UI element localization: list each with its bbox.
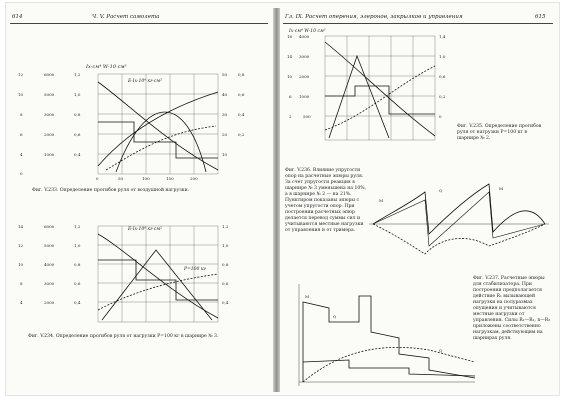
svg-text:100: 100 [142, 176, 150, 181]
svg-text:0,6: 0,6 [74, 132, 81, 137]
svg-text:0,8: 0,8 [222, 262, 229, 267]
fig235-caption: Фиг. V.235. Определение прогибов руля от нагрузки P=100 кг в шарнире № 2. [457, 124, 542, 141]
svg-text:0: 0 [20, 171, 23, 176]
svg-text:0,6: 0,6 [222, 281, 229, 286]
svg-text:0,6: 0,6 [439, 74, 446, 79]
figure-236-diagram [369, 174, 549, 284]
svg-text:3000: 3000 [44, 281, 55, 286]
svg-text:1,2: 1,2 [222, 224, 229, 229]
svg-text:6: 6 [289, 94, 292, 99]
svg-text:500: 500 [303, 114, 311, 119]
svg-text:0,6: 0,6 [238, 92, 245, 97]
book-gutter [273, 8, 280, 392]
svg-text:0,4: 0,4 [238, 112, 245, 117]
fig233-curves [98, 82, 218, 172]
svg-text:12: 12 [18, 72, 24, 77]
fig234-left-ticks [18, 224, 81, 305]
svg-text:3000: 3000 [44, 112, 55, 117]
svg-text:1,2: 1,2 [74, 224, 81, 229]
svg-text:4: 4 [20, 152, 23, 157]
fig234-p-label: P=100 кг [184, 267, 206, 272]
svg-text:200: 200 [190, 176, 198, 181]
svg-text:1,0: 1,0 [222, 243, 229, 248]
svg-text:150: 150 [166, 176, 174, 181]
svg-text:1,0: 1,0 [74, 243, 81, 248]
svg-text:2000: 2000 [299, 74, 310, 79]
svg-text:2000: 2000 [44, 132, 55, 137]
svg-text:10: 10 [18, 262, 24, 267]
svg-text:0,8: 0,8 [238, 72, 245, 77]
svg-text:0,6: 0,6 [74, 281, 81, 286]
svg-text:M: M [305, 294, 310, 299]
svg-text:6000: 6000 [44, 72, 55, 77]
svg-text:Q: Q [439, 348, 443, 353]
svg-text:1,0: 1,0 [74, 92, 81, 97]
svg-text:6: 6 [20, 132, 23, 137]
svg-text:1,0: 1,0 [439, 54, 446, 59]
svg-text:6000: 6000 [44, 224, 55, 229]
right-page [283, 6, 555, 390]
figure-234-graph [16, 220, 252, 332]
svg-text:0,4: 0,4 [222, 300, 229, 305]
fig234-caption: Фиг. V.234. Определение прогибов руля от нагрузки P=100 кг в шарнире № 3. [28, 334, 219, 339]
right-running-head: Гл. IX. Расчет оперения, элеронов, закрылков и управления [285, 14, 463, 20]
svg-text:4000: 4000 [299, 34, 310, 39]
fig237-caption: Фиг. V.237. Расчетные эпюры для стабилизатора. При построении предполагается действие R₁ вызывающей нагрузки на полуразмах опущения и учитываются местные нагрузки от управления. Силы R₁—R₂, n—R₃ приложены соответственно нагрузкам, действующим на шарнирах руля. [473, 276, 551, 341]
svg-text:0: 0 [439, 114, 442, 119]
svg-text:Q: Q [439, 188, 443, 193]
svg-text:50: 50 [222, 72, 228, 77]
fig237-labels [305, 294, 443, 353]
svg-text:40: 40 [222, 92, 228, 97]
svg-text:8: 8 [20, 112, 23, 117]
left-page [10, 6, 268, 390]
svg-text:1000: 1000 [299, 94, 310, 99]
fig233-scale-label: E·Iх·10⁶ кг·см² [128, 79, 162, 84]
svg-text:0,8: 0,8 [74, 262, 81, 267]
figure-233-graph [16, 62, 252, 182]
svg-text:10: 10 [18, 92, 24, 97]
fig235-y-axis-label: Iх·см⁴ W·10 см³ [289, 29, 326, 34]
svg-text:0,4: 0,4 [74, 152, 81, 157]
left-running-head: Ч. V. Расчет самолета [92, 14, 160, 20]
fig234-scale-label: E·Iх·10⁶ кг·см² [128, 227, 162, 232]
fig233-grid [98, 74, 218, 174]
svg-text:0,4: 0,4 [74, 300, 81, 305]
svg-text:10: 10 [287, 74, 293, 79]
fig233-left-ticks [18, 72, 81, 176]
fig233-caption: Фиг. V.233. Определение прогибов руля от воздушной нагрузки. [32, 188, 190, 193]
svg-text:4000: 4000 [44, 262, 55, 267]
fig235-grid [325, 36, 435, 140]
fig236-caption: Фиг. V.236. Влияние упругости опор на расчетные эпюры руля. За счет упругости реакция в шарнире № 3 уменьшена на 10%, а в шарнире № 2 — на 21%. Пунктиром показаны эпюры с учетом упругости опор. При построении расчетных эпюр делается перевод суммы сил и учитываются местные нагрузки от управления и от тримера. [285, 168, 367, 233]
fig233-x-ticks [96, 176, 198, 181]
svg-text:Q: Q [333, 314, 337, 319]
svg-text:1,2: 1,2 [74, 72, 81, 77]
svg-text:1,4: 1,4 [439, 34, 446, 39]
svg-text:0: 0 [96, 176, 99, 181]
svg-text:3000: 3000 [299, 54, 310, 59]
svg-text:50: 50 [118, 176, 124, 181]
right-header-rule [283, 23, 553, 24]
svg-text:10: 10 [222, 152, 228, 157]
fig236-labels [379, 186, 503, 203]
svg-text:18: 18 [287, 34, 293, 39]
svg-text:14: 14 [287, 54, 293, 59]
svg-text:0,2: 0,2 [238, 132, 245, 137]
fig235-curves [325, 42, 435, 138]
svg-text:5000: 5000 [44, 92, 55, 97]
fig237-curves [303, 296, 475, 382]
left-header-rule [10, 23, 268, 24]
svg-text:0,2: 0,2 [439, 94, 446, 99]
svg-text:4: 4 [20, 300, 23, 305]
svg-text:14: 14 [18, 224, 24, 229]
fig236-moment-curves [373, 184, 545, 254]
svg-text:20: 20 [222, 132, 228, 137]
svg-text:5000: 5000 [44, 243, 55, 248]
svg-text:2000: 2000 [44, 300, 55, 305]
fig234-curves [98, 234, 218, 320]
svg-text:0,8: 0,8 [74, 112, 81, 117]
fig235-right-ticks [439, 34, 446, 119]
svg-text:8: 8 [20, 281, 23, 286]
svg-text:M: M [379, 198, 384, 203]
fig233-right-ticks [222, 72, 245, 157]
fig234-right-ticks [222, 224, 229, 305]
right-page-number: 615 [535, 14, 546, 20]
svg-text:1000: 1000 [44, 152, 55, 157]
svg-text:12: 12 [18, 243, 24, 248]
svg-text:2: 2 [289, 114, 292, 119]
figure-237-diagram [289, 282, 479, 390]
svg-text:30: 30 [222, 112, 228, 117]
svg-text:M: M [499, 186, 504, 191]
figure-235-graph [285, 26, 455, 150]
fig235-left-ticks [287, 34, 311, 119]
left-page-number: 614 [12, 14, 23, 20]
fig233-y-axis-label: Iх·см⁴ W·10 см³ [86, 64, 127, 70]
